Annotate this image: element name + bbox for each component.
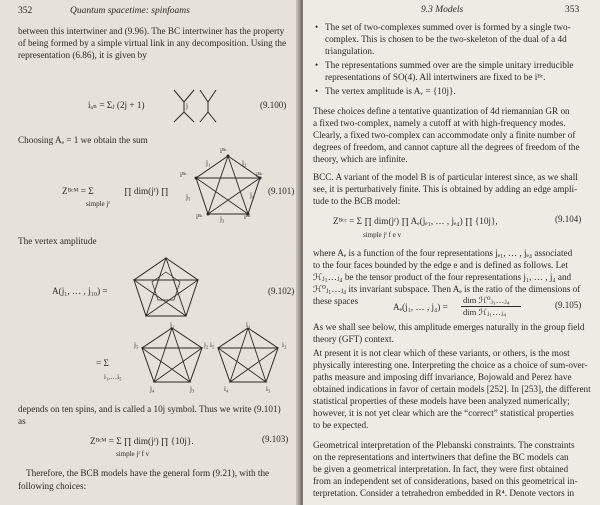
- pent2-j1: j₁: [170, 321, 175, 329]
- right-running-head: 9.3 Models: [421, 5, 464, 15]
- pent-label-2: iᴮᶜ: [256, 171, 263, 179]
- bullet-2-line-2: representations of SO(4). All intertwiners are fixed to be iᴮᶜ.: [325, 72, 546, 82]
- pent2-j2: j₂: [204, 341, 209, 349]
- pent2-i4: i₄: [224, 385, 229, 393]
- eq-9-101-lhs: Zᴮᶜᴹ = Σ: [62, 186, 94, 196]
- para3-line-1: where Aₑ is a function of the four representations jₑ₁, … , jₑ₄ associated: [313, 248, 573, 258]
- para1-line-4: degrees of freedom, and cannot capture all the degrees of freedom of the: [313, 142, 580, 152]
- bullet-3-line-1: The vertex amplitude is Aᵥ = {10j}.: [325, 86, 456, 96]
- pentagram-diagram-9-101: [190, 148, 266, 220]
- eq-9-101-rhs: ∏ dim(jᶠ) ∏: [124, 186, 169, 196]
- pent2-i2: i₂: [282, 341, 287, 349]
- eq-9-100-label: (9.100): [260, 100, 287, 110]
- depends-line: depends on ten spins, and is called a 10j symbol. Thus we write (9.101): [18, 404, 281, 414]
- left-para-1-line-2: of being formed by a simple virtual link in any decomposition. Using the: [18, 38, 287, 48]
- eq-9-100: iₐₙ = Σⱼ (2j + 1): [88, 100, 145, 110]
- pent2-i5: i₅: [210, 341, 215, 349]
- eq-9-104: Zᴮᶜᶜ = Σ ∏ dim(jᶠ) ∏ Aₑ(jₑ₁, … , jₑ₄) ∏ {10j},: [333, 216, 498, 226]
- pent2-j3: j₃: [190, 385, 195, 393]
- bullet-1-line-3: triangulation.: [325, 46, 375, 56]
- choosing-line: Choosing Aₑ = 1 we obtain the sum: [18, 135, 148, 145]
- eq-9-101-label: (9.101): [268, 186, 295, 196]
- eq-9-100-virtual-link-label: j: [186, 102, 188, 110]
- pent2-i1: i₁: [246, 321, 251, 329]
- para2-line-3: tude to the BCB model:: [313, 196, 401, 206]
- para6-line-2: on the representations and intertwiners that define the BC models can: [313, 452, 569, 462]
- following-line: following choices:: [18, 481, 87, 491]
- eq-9-103-label: (9.103): [262, 434, 289, 444]
- eq-9-105-denominator: dim ℋⱼ₁…ⱼ₄: [463, 307, 507, 317]
- bullet-2-line-1: The representations summed over are the simple unitary irreducible: [325, 60, 574, 70]
- para1-line-2: a fixed two-complex, namely a cutoff at with high-frequency modes.: [313, 118, 566, 128]
- para5-line-1: At present it is not clear which of these variants, or others, is the most: [313, 348, 570, 358]
- eq-9-101-sub: simple jᶠ: [86, 200, 110, 208]
- pent-label-3: iᴮᶜ: [244, 213, 251, 221]
- vertex-amplitude-line: The vertex amplitude: [18, 236, 97, 246]
- pent-label-5: iᴮᶜ: [180, 171, 187, 179]
- para1-line-1: These choices define a tentative quantization of 4d riemannian GR on: [313, 106, 570, 116]
- pent-j-5: j₅: [186, 193, 191, 201]
- para2-line-1: BCC. A variant of the model B is of particular interest since, as we shall: [313, 172, 578, 182]
- pent-label-1: iᴮᶜ: [220, 147, 227, 155]
- para6-line-4: from an independent set of considerations, based on this geometrical in-: [313, 476, 578, 486]
- para1-line-3: Clearly, a fixed two-complex can accommodate only a finite number of: [313, 130, 576, 140]
- eq-9-103-sub: simple jᶠ f v: [116, 450, 150, 458]
- para5-line-7: to be expected.: [313, 420, 369, 430]
- para6-line-1: Geometrical interpretation of the Plebanski constraints. The constraints: [313, 440, 575, 450]
- bullet-1-line-1: The set of two-complexes summed over is formed by a single two-: [325, 22, 571, 32]
- bullet-1-line-2: complex. This is chosen to be the two-skeleton of the dual of a 4d: [325, 34, 567, 44]
- eq-9-103: Zᴮᶜᴹ = Σ ∏ dim(jᶠ) ∏ {10j}.: [90, 436, 194, 446]
- eq-9-102-lhs: A(j₁, … , j₁₀) =: [52, 286, 108, 296]
- para4-line-2: theory (GFT) context.: [313, 334, 394, 344]
- para5-line-5: statistical properties of these models have been analyzed numerically;: [313, 396, 570, 406]
- left-running-head: Quantum spacetime: spinfoams: [70, 6, 190, 16]
- para5-line-2: physically interesting one. Interpreting the choice as a choice of sum-over-: [313, 360, 588, 370]
- pentagram-diagram-9-102: [128, 252, 204, 322]
- therefore-line: Therefore, the BCB models have the general form (9.21), with the: [26, 468, 270, 478]
- eq-9-102-label: (9.102): [268, 286, 295, 296]
- eq-9-105-lhs: Aₑ(j₁, … , j₄) =: [393, 302, 448, 312]
- eq-9-105-label: (9.105): [555, 300, 582, 310]
- para5-line-3: paths measure and imposing diff invariance, Bojowald and Perez have: [313, 372, 572, 382]
- eq-9-104-label: (9.104): [555, 214, 582, 224]
- pent-j-2: j₂: [242, 159, 247, 167]
- para6-line-5: terpretation. Consider a tetrahedron embedded in R⁴. Denote vectors in: [313, 488, 575, 498]
- eq-9-102-sum-sub: i₁,…i₅: [104, 373, 122, 381]
- right-page-number: 353: [565, 5, 580, 15]
- as-line: as: [18, 416, 26, 426]
- para1-line-5: theory, which are infinite.: [313, 154, 408, 164]
- para2-line-2: see, it is perturbatively finite. This is obtained by adding an edge ampli-: [313, 184, 578, 194]
- para5-line-6: however, it is not yet clear which are the “correct” statistical properties: [313, 408, 574, 418]
- eq-9-104-sub: simple jᶠ f e v: [363, 231, 402, 239]
- para3-line-3: ℋⱼ₁…ⱼ₄ be the tensor product of the four representations j₁, … , j₄ and: [313, 272, 572, 282]
- para4-line-1: As we shall see below, this amplitude emerges naturally in the group field: [313, 322, 585, 332]
- pent-label-4: iᴮᶜ: [196, 213, 203, 221]
- pent2-j4: j₄: [150, 385, 155, 393]
- eq-9-105-numerator: dim ℋ⁰ⱼ₁…ⱼ₄: [463, 295, 510, 305]
- para3-line-4: ℋ⁰ⱼ₁…ⱼ₄ its invariant subspace. Then Aₑ is the ratio of the dimensions of: [313, 284, 581, 294]
- pentagram-diagram-a: [136, 322, 208, 388]
- para3-line-5: these spaces: [313, 296, 359, 306]
- bc-intertwiner-diagram: [172, 88, 218, 124]
- eq-9-102-sum: = Σ: [96, 358, 109, 368]
- left-page-number: 352: [18, 6, 33, 16]
- pent2-j5: j₅: [134, 341, 139, 349]
- para5-line-4: obtained indications in favor of certain models [252]. In [253], the different: [313, 384, 591, 394]
- pent-j-3: j₃: [220, 215, 225, 223]
- pent-j-1: j₁: [206, 159, 211, 167]
- para3-line-2: to the four faces bounded by the edge e and is defined as follows. Let: [313, 260, 568, 270]
- pent2-i3: i₃: [266, 385, 271, 393]
- para6-line-3: be given a geometrical interpretation. In fact, they were first obtained: [313, 464, 569, 474]
- left-para-1-line-3: representation (6.86), it is given by: [18, 50, 147, 60]
- right-page: 9.3 Models 353 • The set of two-complexes summed over is formed by a single two- complex. This is chosen to be the two-skeleton of the dual of a 4d triangulation. • The representations summed over are the simple unitary irreducible representations of SO(4). All intertwiners are fixed to be iᴮᶜ. • The vertex amplitude is Aᵥ = {10j}. These choices define a tentative quantization of 4d riemannian GR on a fixed two-complex, namely a cutoff at with high-frequency modes. Clearly, a fixed two-complex can accommodate only a finite number of degrees of freedom, and cannot capture all the degrees of freedom of the theory, which are infinite. BCC. A variant of the model B is of particular interest since, as we shall see, it is perturbatively finite. This is obtained by adding an edge ampli- tude to the BCB model: Zᴮᶜᶜ = Σ ∏ dim(jᶠ) ∏ Aₑ(jₑ₁, … , jₑ₄) ∏ {10j}, simple jᶠ f e v (9.104) where Aₑ is a function of the four representations jₑ₁, … , jₑ₄ associated to the four faces bounded by the edge e and is defined as follows. Let ℋⱼ₁…ⱼ₄ be the tensor product of the four representations j₁, … , j₄ and ℋ⁰ⱼ₁…ⱼ₄ its invariant subspace. Then Aₑ is the ratio of the dimensions of these spaces Aₑ(j₁, … , j₄) = dim ℋ⁰ⱼ₁…ⱼ₄ dim ℋⱼ₁…ⱼ₄ (9.105) As we shall see below, this amplitude emerges naturally in the group field theory (GFT) context. At present it is not clear which of these variants, or others, is the most physically interesting one. Interpreting the choice as a choice of sum-over- paths measure and imposing diff invariance, Bojowald and Perez have obtained indications in favor of certain models [252]. In [253], the different statistical properties of these models have been analyzed numerically; however, it is not yet clear which are the “correct” statistical properties to be expected. Geometrical interpretation of the Plebanski constraints. The constraints on the representations and intertwiners that define the BC models can be given a geometrical interpretation. In fact, they were first obtained from an independent set of considerations, based on this geometrical in- terpretation. Consider a tetrahedron embedded in R⁴. Denote vectors in: [303, 0, 600, 505]
- pent-j-4: j₄: [250, 191, 255, 199]
- left-para-1-line-1: between this intertwiner and (9.96). The BC intertwiner has the property: [18, 26, 285, 36]
